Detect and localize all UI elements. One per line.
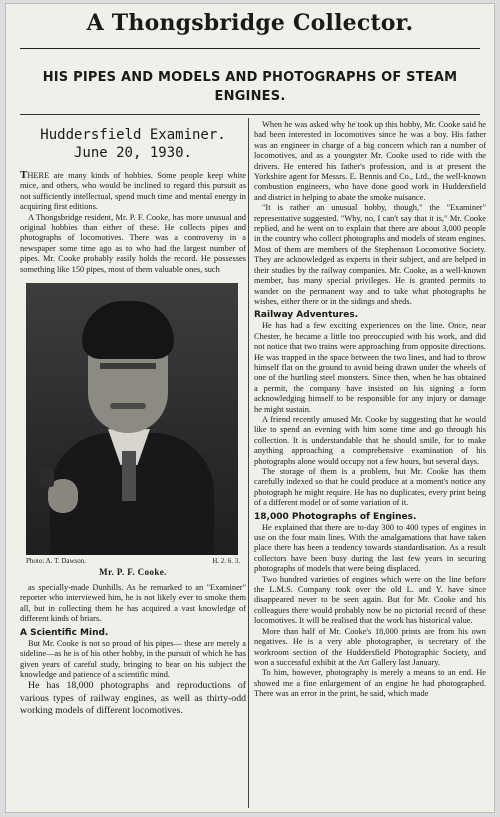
headline: A Thongsbridge Collector. bbox=[86, 10, 414, 36]
photo-credit-line bbox=[26, 557, 240, 565]
scientific-paragraph: But Mr. Cooke is not so proud of his pipes— these are merely a sideline—as he is of his other hobby, in the pursuit of which he has given years of careful study, bringing to bear on his subject the knowledge and patience of a scientific mind. bbox=[20, 638, 246, 679]
right-column bbox=[254, 120, 486, 806]
portrait-moustache bbox=[110, 403, 146, 409]
chester-paragraph: He has had a few exciting experiences on the line. Once, near Chester, he became a little too preoccupied with his work, and did not notice that two trains were approaching from opposite directions. He was trapped in the space between the two lines, and had to throw himself flat on the ground to avoid being drawn under the wheels of one of the hurtling steel monsters. Since then, when he has obtained a permit, the company have insisted on his signing a form acknowledging himself to be responsible for any injury or damage he might sustain. bbox=[254, 321, 486, 414]
portrait-brow bbox=[100, 363, 156, 369]
rule-under-subheadline bbox=[20, 114, 480, 115]
photo-credit: Photo: A. T. Dawson. bbox=[26, 557, 87, 566]
photographs-count-paragraph: He has 18,000 photographs and reproductions of various types of railway engines, as well as thirty-odd working models of different locomotives. bbox=[20, 680, 246, 717]
portrait-tie bbox=[122, 451, 136, 501]
intro-paragraph: THERE are many kinds of hobbies. Some people keep white mice, and others, who would be inclined to regard this pursuit as not sufficiently intellectual, spend much time and mental energy in acquiring first editions. bbox=[20, 169, 246, 212]
source-name: Huddersfield Examiner. bbox=[40, 127, 226, 143]
pipe-icon bbox=[40, 469, 54, 487]
photo-caption: Mr. P. F. Cooke. bbox=[99, 567, 167, 578]
left-column bbox=[20, 120, 246, 806]
cooke-paragraph: A Thongsbridge resident, Mr. P. F. Cooke, has more unusual and original hobbies than either of these. He collects pipes and photographs of locomotives. There was a controversy in a newspaper some time ago as to who had the largest number of pipes. Mr. Cooke probably easily holds the record. He possesses something like 150 pipes, most of them valuable ones, such bbox=[20, 212, 246, 274]
subheadline: HIS PIPES AND MODELS AND PHOTOGRAPHS OF STEAM ENGINES. bbox=[42, 70, 458, 104]
newspaper-clipping bbox=[6, 4, 494, 812]
prints-paragraph: More than half of Mr. Cooke's 18,000 prints are from his own negatives. He is a very able photographer, is secretary of the workroom section of the Huddersfield Photographic Society, and won a successful exhibit at the Art Gallery last January. bbox=[254, 626, 486, 667]
source-date: June 20, 1930. bbox=[73, 145, 192, 161]
varieties-paragraph: Two hundred varieties of engines which were on the line before the L.M.S. Company took over the old L. and Y. have since disappeared never to be seen again. But for Mr. Cooke and his colleagues there would probably now be no pictorial record of these locomotives. It will be realised that the work has historical value. bbox=[254, 574, 486, 626]
portrait-hair bbox=[82, 301, 174, 359]
unusual-hobby-paragraph: "It is rather an unusual hobby, though," the "Examiner" representative suggested. "Why, no, I can't say that it is," Mr. Cooke replied, and he went on to explain that there are about 3,000 people in the country who collect photographs and models of steam engines. Most of them are members of the Stephenson Locomotive Society. They are acknowledged as experts in their subject, and are helped in their studies by the railway companies. Mr. Cooke, as a well-known member, has many special privileges. He is granted permits to wander on the permanent way and to take what photographs he wishes, either there or in the sidings and sheds. bbox=[254, 203, 486, 306]
friend-paragraph: A friend recently amused Mr. Cooke by suggesting that he would like to spend an evening with him some time and go through his collection. It is understandable that he should smile, for to make anything approaching a comprehensive examination of his photographs alone would occupy not a few hours, but several days. bbox=[254, 414, 486, 466]
rule-top bbox=[20, 48, 480, 49]
source-block bbox=[20, 126, 246, 162]
storage-paragraph: The storage of them is a problem, but Mr. Cooke has them carefully indexed so that he could produce at a moment's notice any photograph he might require. He has no duplicates, every print being of a different model or of some variation of it. bbox=[254, 467, 486, 508]
enlargement-paragraph: To him, however, photography is merely a means to an end. He showed me a fine enlargement of an engine he had photographed. There was an error in the print, he said, which made bbox=[254, 668, 486, 699]
hobby-origin-paragraph: When he was asked why he took up this hobby, Mr. Cooke said he had been interested in locomotives since he was a boy. His father was an engineer in charge of a big concern which ran a number of locomotives, and as a youngster Mr. Cooke used to ride with the drivers. He entered his father's profession, and is at present the Yorkshire agent for Messrs. E. Bennis and Co., Ltd., the well-known combustion engineers, who have done good work in Huddersfield and district in helping to abate the smoke nuisance. bbox=[254, 120, 486, 202]
heading-railway-adventures: Railway Adventures. bbox=[254, 310, 359, 321]
engine-types-paragraph: He explained that there are to-day 300 to 400 types of engines in use on the four main lines. With the amalgamations that have taken place there has been a tendency towards standardisation. As a result collectors have been busy during the last few years in securing photographs of models that were being displaced. bbox=[254, 522, 486, 574]
column-divider bbox=[248, 118, 249, 808]
heading-scientific-mind: A Scientific Mind. bbox=[20, 627, 109, 638]
portrait-photo bbox=[26, 283, 238, 555]
photo-reference: H. 2. 6. 3. bbox=[212, 557, 240, 566]
dunhills-paragraph: as specially-made Dunhills. As he remarked to an "Examiner" reporter who interviewed him, he is not likely ever to smoke them all, but in collecting them he has acquired a vast knowledge of different kinds of briars. bbox=[20, 583, 246, 624]
heading-photographs: 18,000 Photographs of Engines. bbox=[254, 511, 417, 522]
